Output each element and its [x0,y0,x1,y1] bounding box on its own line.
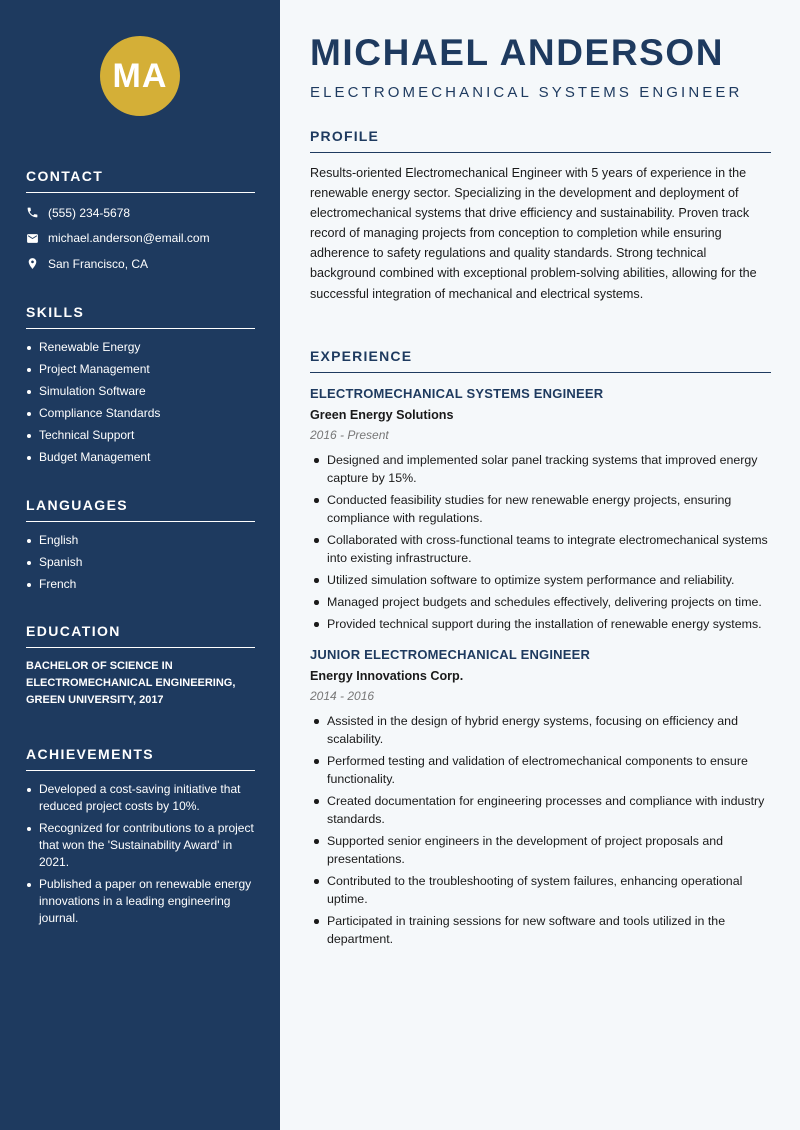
achievements-heading: ACHIEVEMENTS [26,746,255,771]
list-item: French [26,576,255,593]
list-item: Designed and implemented solar panel tracking systems that improved energy capture by 15%. [310,451,771,487]
avatar-initials: MA [100,36,180,116]
contact-heading: CONTACT [26,168,255,193]
profile-heading: PROFILE [310,128,771,153]
job-company: Energy Innovations Corp. [310,669,464,683]
list-item: Spanish [26,554,255,571]
experience-section [310,348,771,952]
job-bullets [310,451,771,633]
phone-text: (555) 234-5678 [48,205,131,220]
candidate-name: MICHAEL ANDERSON [310,32,725,73]
list-item: Published a paper on renewable energy innovations in a leading engineering journal. [26,876,255,927]
list-item: Managed project budgets and schedules effectively, delivering projects on time. [310,593,771,611]
list-item: Simulation Software [26,383,255,400]
list-item: Supported senior engineers in the development of project proposals and presentations. [310,832,771,868]
list-item: Created documentation for engineering processes and compliance with industry standards. [310,792,771,828]
languages-heading: LANGUAGES [26,497,255,522]
list-item: Assisted in the design of hybrid energy systems, focusing on efficiency and scalability. [310,712,771,748]
list-item: Conducted feasibility studies for new renewable energy projects, ensuring compliance with regulations. [310,491,771,527]
job-entry [310,647,771,948]
contact-list [26,204,255,272]
list-item: Recognized for contributions to a project that won the 'Sustainability Award' in 2021. [26,820,255,871]
achievements-section [26,746,255,932]
list-item: Compliance Standards [26,405,255,422]
job-dates: 2016 - Present [310,428,389,442]
list-item: Provided technical support during the installation of renewable energy systems. [310,615,771,633]
list-item: Project Management [26,361,255,378]
list-item: Budget Management [26,449,255,466]
achievements-list [26,781,255,927]
education-section [26,623,255,709]
experience-heading: EXPERIENCE [310,348,771,373]
job-entry [310,386,771,633]
email-text: michael.anderson@email.com [48,231,210,245]
list-item: Technical Support [26,427,255,444]
list-item: English [26,532,255,549]
contact-location [26,255,255,272]
list-item: Performed testing and validation of electromechanical components to ensure functionality. [310,752,771,788]
languages-section [26,497,255,598]
profile-section [310,128,771,304]
list-item: Utilized simulation software to optimize system performance and reliability. [310,571,771,589]
job-dates: 2014 - 2016 [310,689,375,703]
job-title: ELECTROMECHANICAL SYSTEMS ENGINEER [310,386,604,401]
languages-list [26,532,255,593]
profile-text: Results-oriented Electromechanical Engineer with 5 years of experience in the renewable energy sector. Specializing in the development and deployment of electromechanical systems that drive efficiency and sustainability. Proven track record of managing projects from conception to completion while ensuring adherence to safety regulations and quality standards. Strong technical background combined with exceptional problem-solving abilities, allowing for the successful integration of mechanical and electrical systems. [310,166,757,301]
skills-list [26,339,255,466]
contact-section [26,168,255,281]
list-item: Collaborated with cross-functional teams to integrate electromechanical systems into existing infrastructure. [310,531,771,567]
education-heading: EDUCATION [26,623,255,648]
skills-section [26,304,255,471]
education-degree: BACHELOR OF SCIENCE IN ELECTROMECHANICAL ENGINEERING, GREEN UNIVERSITY, 2017 [26,660,236,706]
location-pin-icon [26,257,39,270]
contact-phone [26,204,255,221]
list-item: Participated in training sessions for new software and tools utilized in the department. [310,912,771,948]
phone-icon [26,206,39,219]
email-icon [26,232,39,245]
list-item: Contributed to the troubleshooting of system failures, enhancing operational uptime. [310,872,771,908]
list-item: Renewable Energy [26,339,255,356]
list-item: Developed a cost-saving initiative that reduced project costs by 10%. [26,781,255,815]
contact-email [26,230,255,247]
candidate-title: ELECTROMECHANICAL SYSTEMS ENGINEER [310,84,743,101]
location-text: San Francisco, CA [48,256,149,271]
job-bullets [310,712,771,948]
job-company: Green Energy Solutions [310,408,454,422]
job-title: JUNIOR ELECTROMECHANICAL ENGINEER [310,647,591,662]
skills-heading: SKILLS [26,304,255,329]
sidebar [0,0,280,1130]
